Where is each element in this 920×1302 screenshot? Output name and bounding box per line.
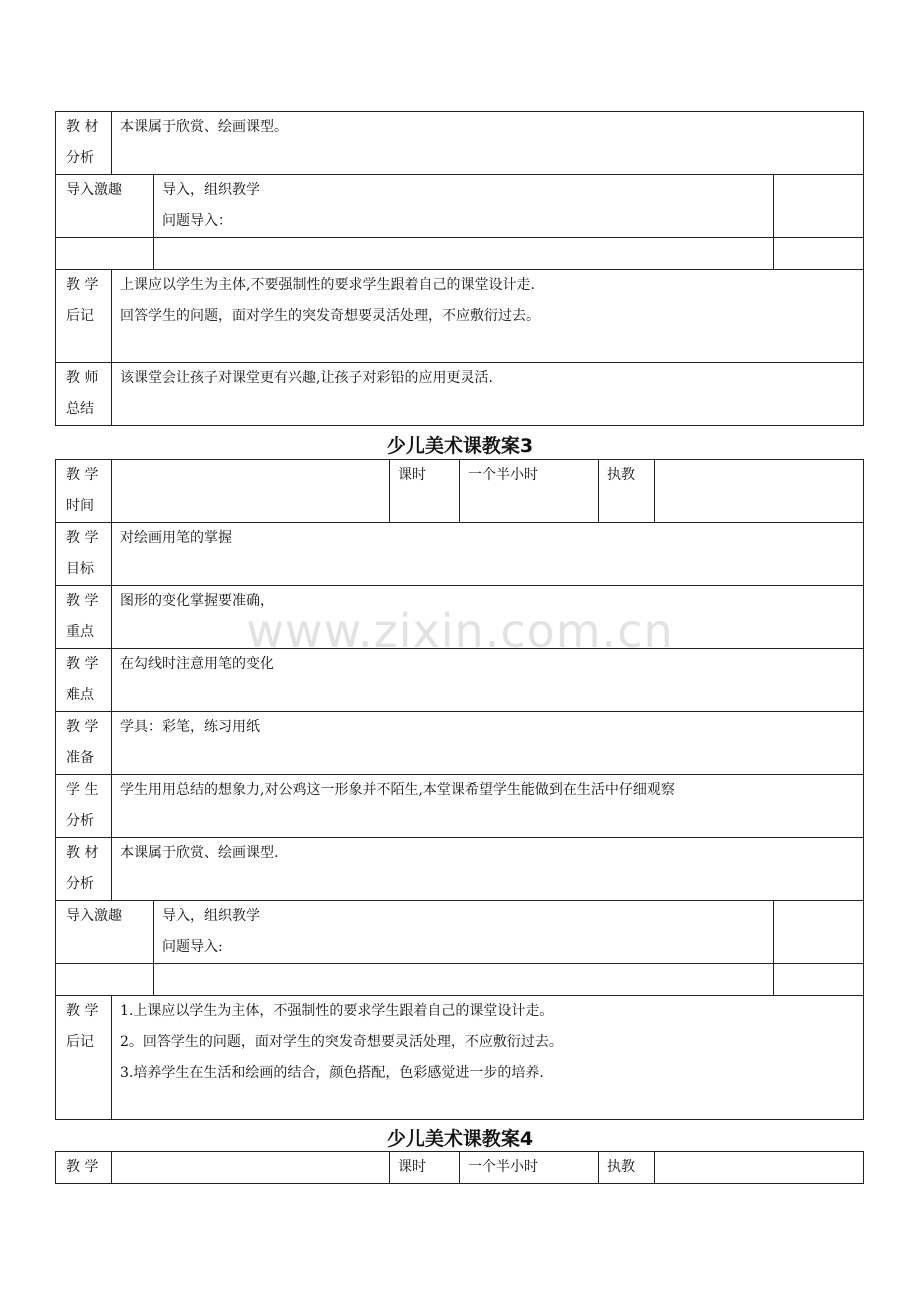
row-difficulty: [56, 649, 864, 712]
content-text: 问题导入：: [162, 213, 232, 229]
lesson-table-3: [55, 459, 864, 1120]
row-materials: [56, 838, 864, 901]
label-line: 教 学: [66, 593, 99, 609]
empty-cell: [56, 238, 154, 270]
content-text: 在勾线时注意用笔的变化: [120, 656, 274, 672]
label-line: 分析: [66, 876, 94, 892]
row-blank: [56, 238, 864, 270]
content-text: 该课堂会让孩子对课堂更有兴趣,让孩子对彩铅的应用更灵活.: [120, 370, 493, 386]
label-line: 导入激趣: [66, 908, 122, 924]
watermark: www.zixin.com.cn: [246, 604, 674, 658]
row-content: [112, 586, 864, 649]
lesson-table-4: [55, 1151, 864, 1184]
row-content: [112, 996, 864, 1120]
row-content: [112, 363, 864, 426]
label-line: 教 材: [66, 119, 99, 135]
row-content: [154, 901, 774, 964]
row-label: [56, 175, 154, 238]
empty-cell: [112, 1152, 390, 1184]
content-text: 学具：彩笔，练习用纸: [120, 719, 260, 735]
row-students: [56, 775, 864, 838]
row-intro: [56, 175, 864, 238]
label-line: 教 师: [66, 370, 99, 386]
empty-cell: [774, 964, 864, 996]
hours-label: [390, 1152, 460, 1184]
empty-cell: [774, 175, 864, 238]
content-text: 导入，组织教学: [162, 182, 260, 198]
row-label: [56, 838, 112, 901]
row-label: [56, 996, 112, 1120]
row-reflection: [56, 270, 864, 363]
hours-value: [460, 1152, 599, 1184]
lesson-plan-3-heading: 少儿美术课教案3: [386, 435, 534, 457]
row-label: [56, 112, 112, 175]
row-time: [56, 460, 864, 523]
row-content: [112, 270, 864, 363]
label-line: 教 学: [66, 656, 99, 672]
label-line: 教 学: [66, 277, 99, 293]
label-line: 教 材: [66, 845, 99, 861]
label-line: 学 生: [66, 782, 99, 798]
content-text: 执教: [607, 467, 635, 483]
label-line: 准备: [66, 750, 94, 766]
row-label: [56, 1152, 112, 1184]
empty-cell: [655, 460, 864, 523]
content-text: 执教: [607, 1159, 635, 1175]
row-label: [56, 901, 154, 964]
row-label: [56, 649, 112, 712]
row-content: [154, 175, 774, 238]
lesson-plan-4-heading: 少儿美术课教案4: [386, 1128, 534, 1150]
content-text: 导入，组织教学: [162, 908, 260, 924]
label-line: 时间: [66, 498, 94, 514]
label-line: 分析: [66, 150, 94, 166]
row-key-points: [56, 586, 864, 649]
row-label: [56, 523, 112, 586]
empty-cell: [56, 964, 154, 996]
content-text: 课时: [398, 1159, 426, 1175]
row-intro: [56, 901, 864, 964]
content-text: 回答学生的问题，面对学生的突发奇想要灵活处理，不应敷衍过去。: [120, 308, 540, 324]
label-line: 难点: [66, 687, 94, 703]
row-label: [56, 363, 112, 426]
empty-cell: [774, 901, 864, 964]
row-content: [112, 712, 864, 775]
content-text: 3.培养学生在生活和绘画的结合，颜色搭配，色彩感觉进一步的培养.: [120, 1065, 544, 1081]
label-line: 总结: [66, 401, 94, 417]
row-content: [112, 838, 864, 901]
row-time: [56, 1152, 864, 1184]
content-text: 一个半小时: [468, 1159, 538, 1175]
label-line: 分析: [66, 813, 94, 829]
empty-cell: [154, 238, 774, 270]
row-content: [112, 112, 864, 175]
row-summary: [56, 363, 864, 426]
label-line: 教 学: [66, 530, 99, 546]
empty-cell: [112, 460, 390, 523]
content-text: 学生用用总结的想象力,对公鸡这一形象并不陌生,本堂课希望学生能做到在生活中仔细观察: [120, 782, 675, 798]
row-preparation: [56, 712, 864, 775]
content-text: 2。回答学生的问题，面对学生的突发奇想要灵活处理，不应敷衍过去。: [120, 1034, 563, 1050]
hours-value: [460, 460, 599, 523]
row-content: [112, 649, 864, 712]
row-content: [112, 523, 864, 586]
content-text: 图形的变化掌握要准确，: [120, 593, 274, 609]
label-line: 教 学: [66, 1003, 99, 1019]
teacher-label: [599, 1152, 655, 1184]
label-line: 重点: [66, 624, 94, 640]
empty-cell: [154, 964, 774, 996]
teacher-label: [599, 460, 655, 523]
row-materials: [56, 112, 864, 175]
label-line: 教 学: [66, 467, 99, 483]
content-text: 课时: [398, 467, 426, 483]
row-label: [56, 775, 112, 838]
lesson-table-2-continued: [55, 111, 864, 426]
label-line: 后记: [66, 1034, 94, 1050]
content-text: 问题导入:: [162, 939, 223, 955]
content-text: 上课应以学生为主体,不要强制性的要求学生跟着自己的课堂设计走.: [120, 277, 535, 293]
empty-cell: [655, 1152, 864, 1184]
content-text: 1.上课应以学生为主体，不强制性的要求学生跟着自己的课堂设计走。: [120, 1003, 554, 1019]
row-goal: [56, 523, 864, 586]
label-line: 导入激趣: [66, 182, 122, 198]
label-line: 后记: [66, 308, 94, 324]
content-text: 本课属于欣赏、绘画课型。: [120, 119, 288, 135]
empty-cell: [774, 238, 864, 270]
row-label: [56, 712, 112, 775]
row-blank: [56, 964, 864, 996]
row-content: [112, 775, 864, 838]
content-text: 本课属于欣赏、绘画课型.: [120, 845, 279, 861]
content-text: 对绘画用笔的掌握: [120, 530, 232, 546]
label-line: 教 学: [66, 719, 99, 735]
row-reflection: [56, 996, 864, 1120]
row-label: [56, 270, 112, 363]
label-line: 目标: [66, 561, 94, 577]
content-text: 一个半小时: [468, 467, 538, 483]
label-line: 教 学: [66, 1159, 99, 1175]
row-label: [56, 586, 112, 649]
row-label: [56, 460, 112, 523]
hours-label: [390, 460, 460, 523]
